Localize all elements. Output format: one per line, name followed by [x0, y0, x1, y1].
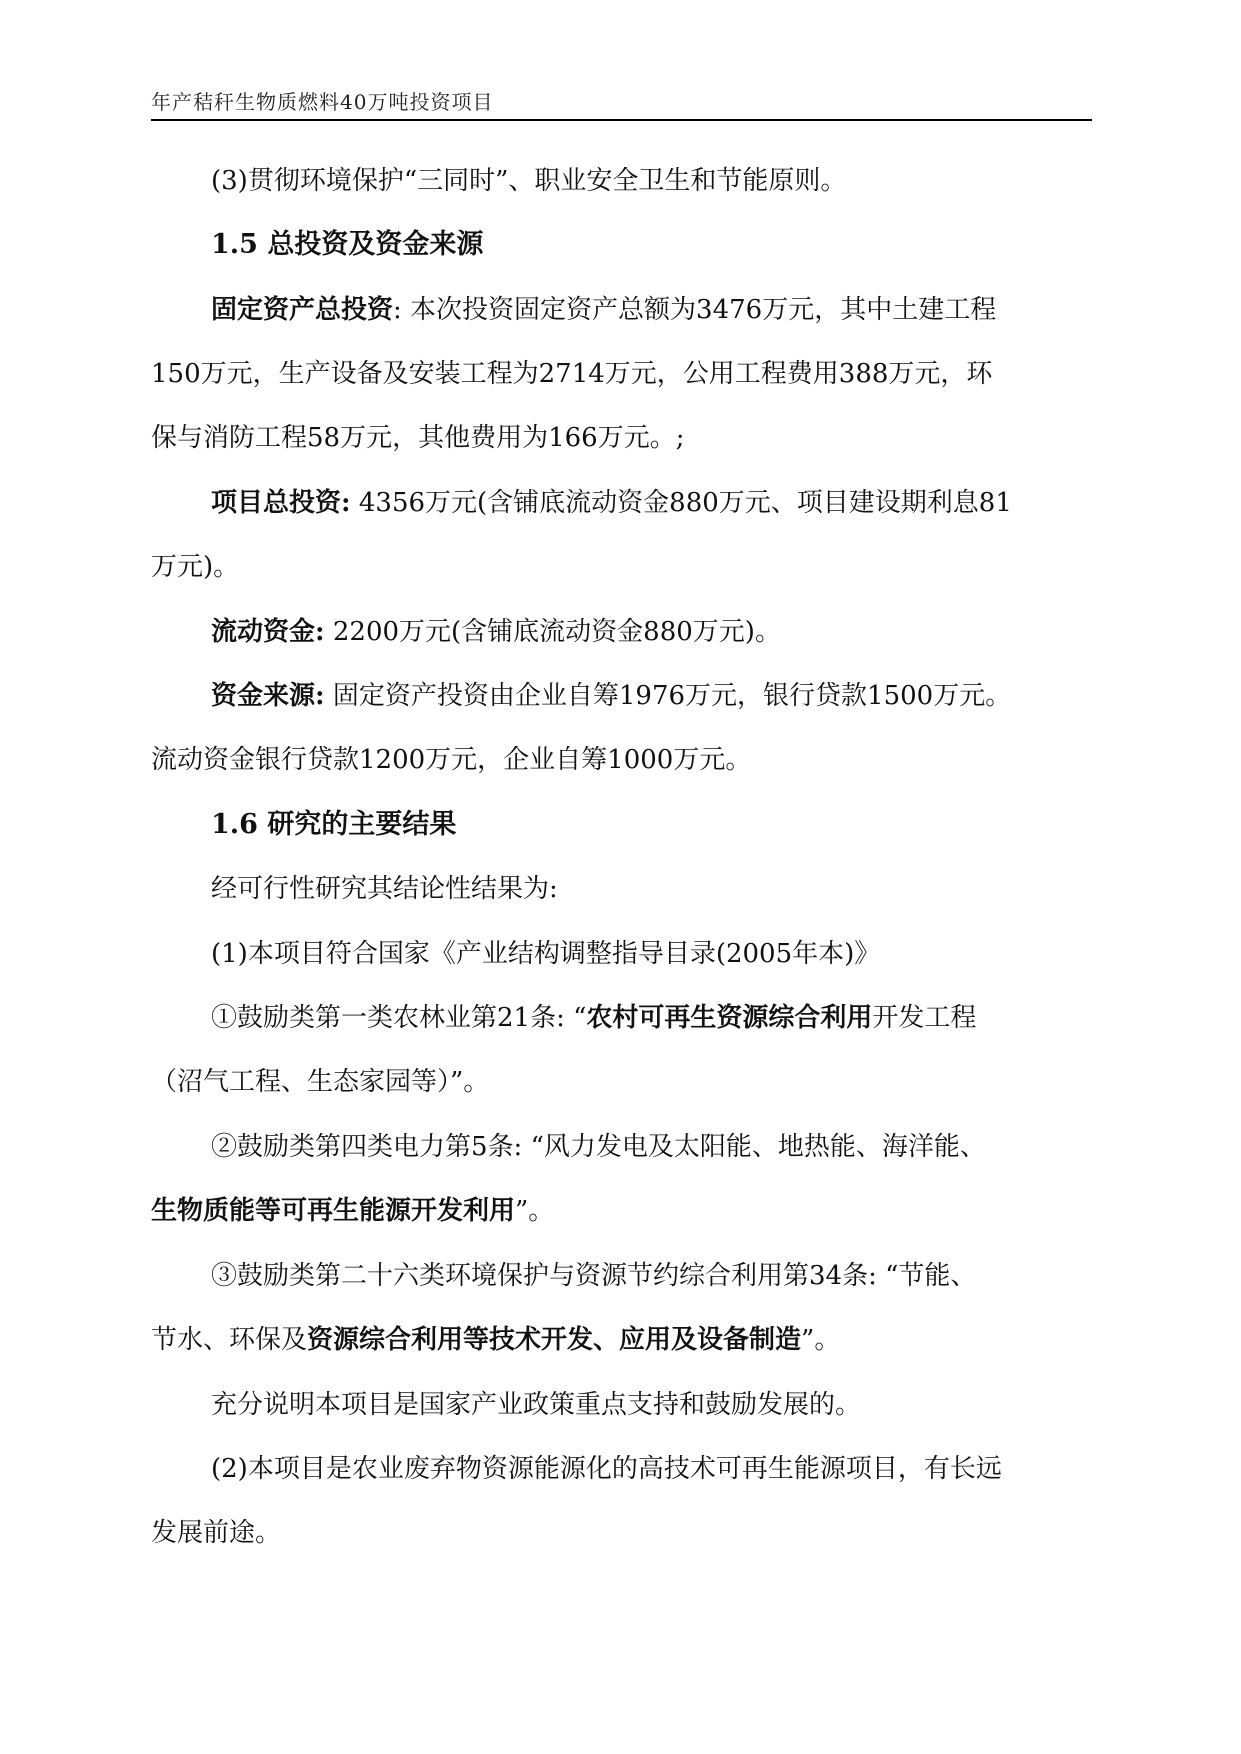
total-investment-line2: 万元)。 [151, 552, 240, 582]
header-divider [151, 119, 1092, 121]
fixed-investment-line2: 150万元，生产设备及安装工程为2714万元，公用工程费用388万元，环 [151, 359, 993, 389]
conclusion-2-line1: (2)本项目是农业废弃物资源能源化的高技术可再生能源项目，有长远 [211, 1454, 1002, 1484]
page-header: 年产秸秆生物质燃料40万吨投资项目 [151, 90, 494, 114]
fixed-investment-line3: 保与消防工程58万元，其他费用为166万元。; [151, 423, 685, 453]
fixed-investment-line1: 固定资产总投资: 本次投资固定资产总额为3476万元，其中土建工程 [211, 295, 997, 325]
funding-source-label: 资金来源: [211, 681, 325, 711]
item-1-line1: ①鼓励类第一类农林业第21条: “农村可再生资源综合利用开发工程 [211, 1003, 977, 1033]
policy-summary: 充分说明本项目是国家产业政策重点支持和鼓励发展的。 [211, 1390, 862, 1420]
conclusion-intro: 经可行性研究其结论性结果为: [211, 874, 558, 904]
section-heading-1-6: 1.6 研究的主要结果 [211, 809, 457, 840]
funding-source-line2: 流动资金银行贷款1200万元，企业自筹1000万元。 [151, 745, 752, 775]
total-investment-line1: 项目总投资: 4356万元(含铺底流动资金880万元、项目建设期利息81 [211, 488, 1012, 518]
item-2-line2: 生物质能等可再生能源开发利用”。 [151, 1196, 555, 1226]
section-heading-1-5: 1.5 总投资及资金来源 [211, 229, 484, 260]
funding-source-line1: 资金来源: 固定资产投资由企业自筹1976万元，银行贷款1500万元。 [211, 681, 1012, 711]
item-3-line2: 节水、环保及资源综合利用等技术开发、应用及设备制造”。 [151, 1325, 841, 1355]
principle-3: (3)贯彻环境保护“三同时”、职业安全卫生和节能原则。 [211, 166, 847, 196]
item-2-line1: ②鼓励类第四类电力第5条: “风力发电及太阳能、地热能、海洋能、 [211, 1132, 986, 1162]
fixed-investment-label: 固定资产总投资 [211, 295, 394, 325]
item-1-line2: （沼气工程、生态家园等）”。 [151, 1067, 490, 1097]
working-capital: 流动资金: 2200万元(含铺底流动资金880万元)。 [211, 617, 781, 647]
conclusion-2-line2: 发展前途。 [151, 1518, 282, 1548]
total-investment-label: 项目总投资: [211, 488, 351, 518]
conclusion-1: (1)本项目符合国家《产业结构调整指导目录(2005年本)》 [211, 939, 881, 969]
item-3-line1: ③鼓励类第二十六类环境保护与资源节约综合利用第34条: “节能、 [211, 1261, 977, 1291]
working-capital-label: 流动资金: [211, 617, 325, 647]
